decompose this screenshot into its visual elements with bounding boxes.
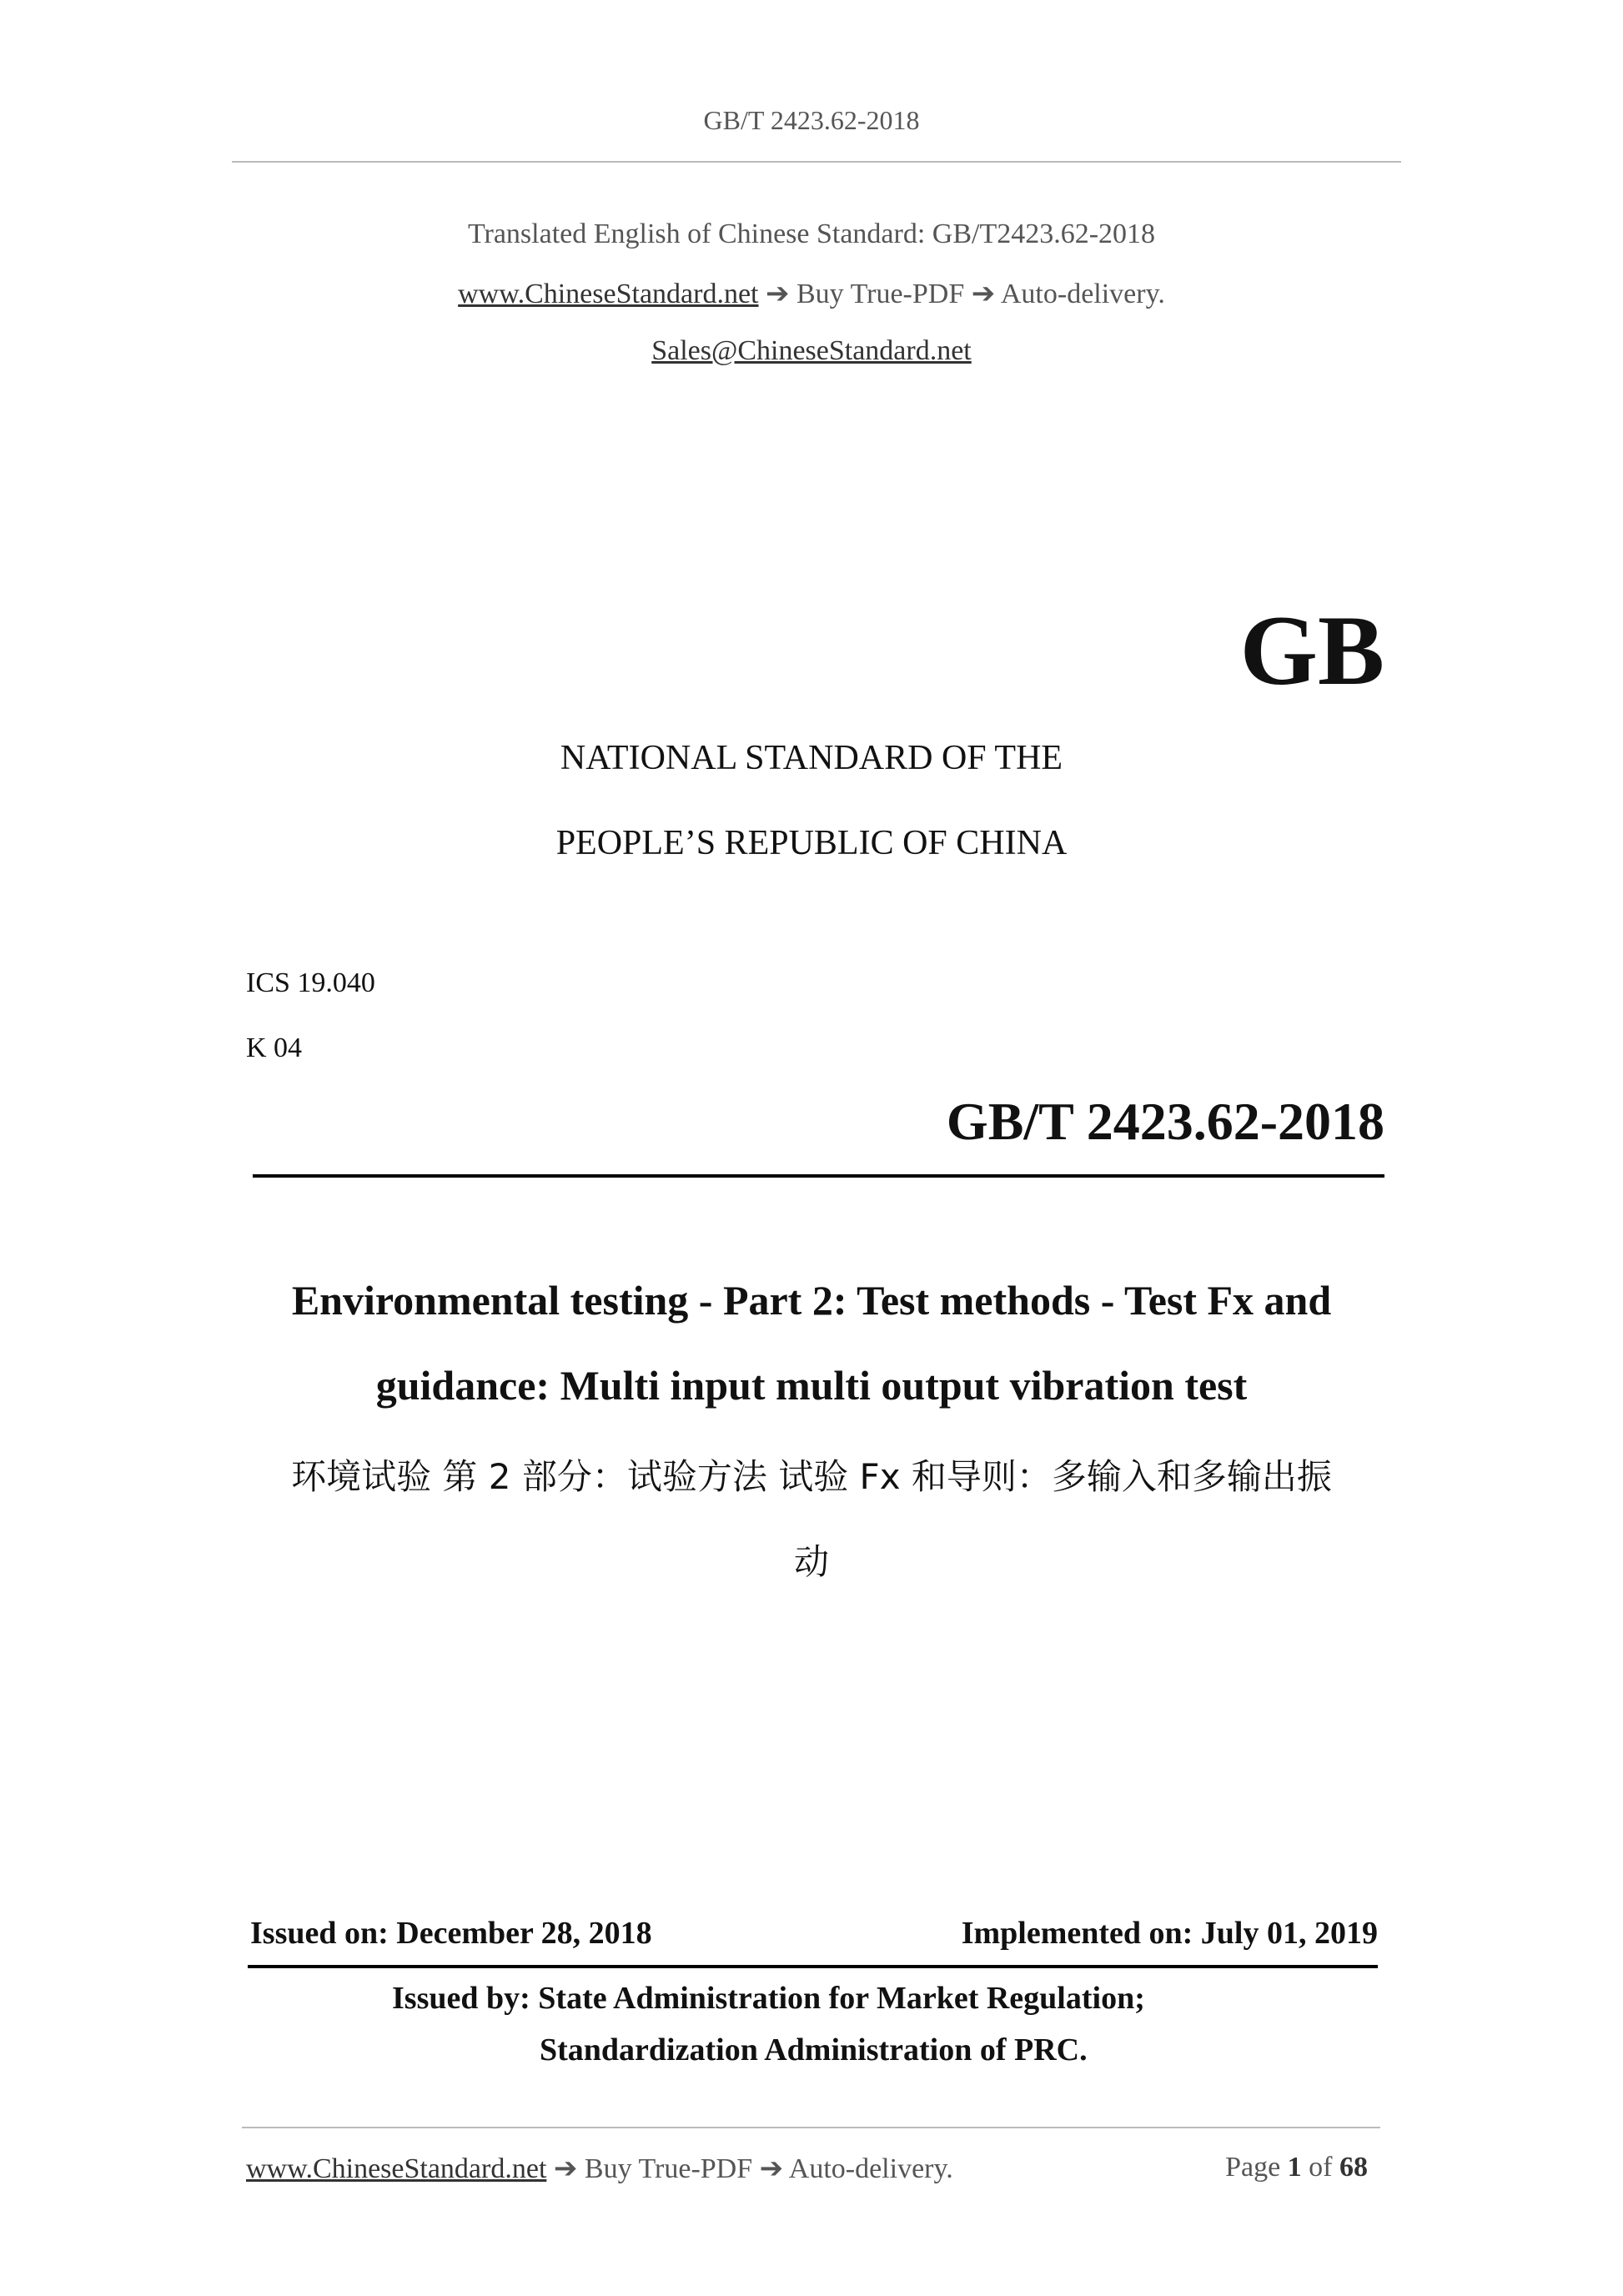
ccs-code: K 04	[246, 1032, 303, 1063]
footer-buy-line	[246, 2152, 953, 2185]
page-label: Page	[1225, 2152, 1281, 2183]
gb-mark: GB	[1239, 595, 1384, 706]
footer-delivery-text: Auto-delivery.	[788, 2153, 953, 2184]
issued-by-line1: Issued by: State Administration for Market Regulation;	[392, 1981, 1145, 2016]
footer-divider	[242, 2127, 1380, 2128]
title-en-line2: guidance: Multi input multi output vibration test	[375, 1362, 1248, 1409]
promo-buy-line	[0, 277, 1623, 310]
email-link[interactable]: Sales@ChineseStandard.net	[651, 335, 972, 366]
site-link[interactable]: www.ChineseStandard.net	[458, 279, 759, 309]
page-of: of	[1309, 2152, 1333, 2183]
arrow-icon: ➔	[766, 279, 790, 309]
promo-line: Translated English of Chinese Standard: GB/T2423.62-2018	[467, 219, 1156, 249]
footer-buy-text: Buy True-PDF	[584, 2153, 753, 2184]
promo-email-line	[0, 335, 1623, 367]
implemented-on: Implemented on: July 01, 2019	[961, 1916, 1378, 1951]
page-current: 1	[1287, 2152, 1302, 2183]
footer-site-link[interactable]: www.ChineseStandard.net	[246, 2153, 547, 2184]
page-indicator	[1225, 2152, 1368, 2183]
title-en-line1: Environmental testing - Part 2: Test methods - Test Fx and	[291, 1277, 1332, 1324]
header-divider	[232, 161, 1401, 163]
page-total: 68	[1339, 2152, 1368, 2183]
arrow-icon: ➔	[971, 279, 996, 309]
arrow-icon: ➔	[759, 2153, 784, 2184]
national-standard-line2: PEOPLE’S REPUBLIC OF CHINA	[555, 824, 1068, 862]
dates-rule	[248, 1965, 1378, 1968]
issued-by-line2: Standardization Administration of PRC.	[540, 2032, 1088, 2067]
title-cn-line1: 环境试验 第 2 部分：试验方法 试验 Fx 和导则：多输入和多输出振	[291, 1456, 1332, 1497]
buy-text: Buy True-PDF	[796, 279, 965, 309]
arrow-icon: ➔	[553, 2153, 578, 2184]
running-header: GB/T 2423.62-2018	[703, 105, 920, 135]
delivery-text: Auto-delivery.	[1000, 279, 1165, 309]
ics-code: ICS 19.040	[246, 967, 375, 998]
title-cn-line2: 动	[793, 1541, 829, 1582]
standard-number-rule	[253, 1174, 1384, 1178]
national-standard-line1: NATIONAL STANDARD OF THE	[560, 739, 1063, 777]
issued-on: Issued on: December 28, 2018	[250, 1916, 652, 1951]
standard-number: GB/T 2423.62-2018	[946, 1092, 1384, 1151]
